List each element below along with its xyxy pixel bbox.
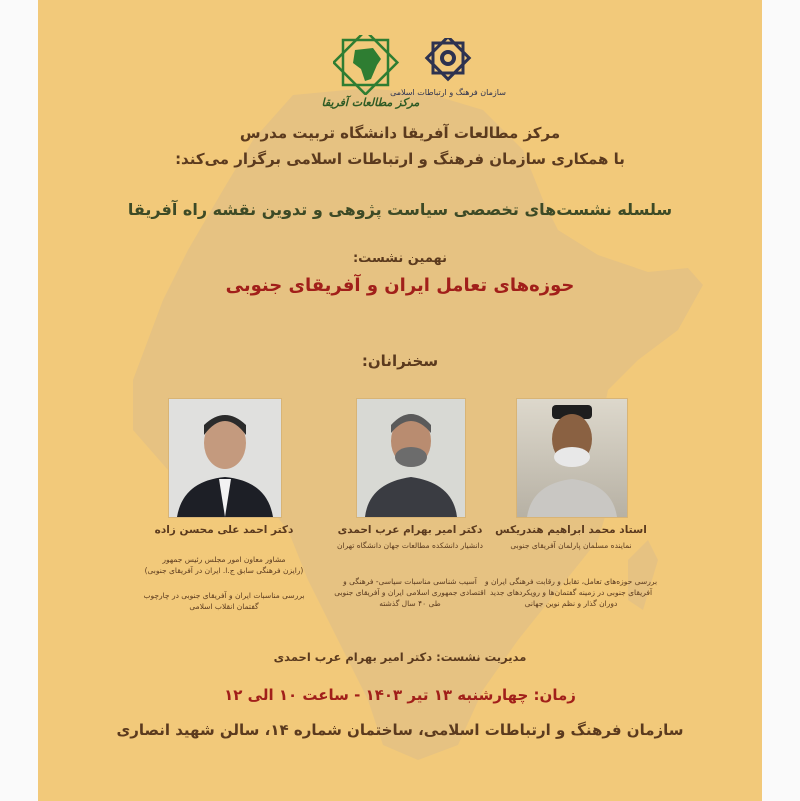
cultural-org-caption: سازمان فرهنگ و ارتباطات اسلامی xyxy=(390,88,506,97)
left-margin xyxy=(0,0,38,801)
speaker-name-arab-ahmadi: دکتر امیر بهرام عرب احمدی xyxy=(337,524,483,536)
speaker-photo-arab-ahmadi xyxy=(356,398,466,518)
session-title: حوزه‌های تعامل ایران و آفریقای جنوبی xyxy=(225,275,575,296)
event-poster xyxy=(38,0,762,801)
right-margin xyxy=(762,0,800,801)
africa-center-logo xyxy=(323,30,418,110)
africa-map-emblem-icon xyxy=(333,35,403,95)
speaker-topic-hendricks-2: آفریقای جنوبی در زمینه گفتمان‌ها و رویکردهای جدید xyxy=(489,588,653,597)
speaker-role-hendricks: نماینده مسلمان پارلمان آفریقای جنوبی xyxy=(510,541,632,550)
cultural-org-logo xyxy=(390,38,506,98)
series-title: سلسله نشست‌های تخصصی سیاست پژوهی و تدوین نقشه راه آفریقا xyxy=(127,200,673,219)
speaker-topic-mohsenzadeh-2: گفتمان انقلاب اسلامی xyxy=(189,602,259,611)
event-place: سازمان فرهنگ و ارتباطات اسلامی، ساختمان شماره ۱۴، سالن شهید انصاری xyxy=(116,721,684,739)
speaker-photo-hendricks xyxy=(516,398,628,518)
person-avatar-icon xyxy=(357,399,465,517)
speakers-label: سخنرانان: xyxy=(361,352,439,370)
event-time: زمان: چهارشنبه ۱۳ تیر ۱۴۰۳ - ساعت ۱۰ الی ۱۲ xyxy=(224,686,576,704)
speaker-topic-arab-ahmadi-1: آسیب شناسی مناسبات سیاسی- فرهنگی و xyxy=(343,577,477,586)
cohost-line: با همکاری سازمان فرهنگ و ارتباطات اسلامی برگزار می‌کند: xyxy=(175,150,625,168)
speaker-topic-hendricks-1: بررسی حوزه‌های تعامل، تقابل و رقابت فرهنگی ایران و xyxy=(484,577,658,586)
host-line: مرکز مطالعات آفریقا دانشگاه تربیت مدرس xyxy=(239,124,561,142)
speaker-role-arab-ahmadi: دانشیار دانشکده مطالعات جهان دانشگاه تهران xyxy=(337,541,483,550)
speaker-topic-hendricks-3: دوران گذار و نظم نوین جهانی xyxy=(524,599,618,608)
africa-center-caption: مرکز مطالعات آفریقا xyxy=(321,96,420,109)
person-avatar-icon xyxy=(169,399,281,517)
speaker-topic-arab-ahmadi-3: طی ۴۰ سال گذشته xyxy=(379,599,441,608)
person-avatar-icon xyxy=(517,399,627,517)
speaker-topic-arab-ahmadi-2: اقتصادی جمهوری اسلامی ایران و آفریقای جنوبی xyxy=(334,588,486,597)
speaker-photo-mohsenzadeh xyxy=(168,398,282,518)
session-number: نهمین نشست: xyxy=(352,251,447,266)
speaker-role-mohsenzadeh-1: مشاور معاون امور مجلس رئیس جمهور xyxy=(162,555,286,564)
speaker-name-hendricks: استاد محمد ابراهیم هندریکس xyxy=(495,524,647,536)
speaker-topic-mohsenzadeh-1: بررسی مناسبات ایران و آفریقای جنوبی در چارچوب xyxy=(143,591,305,600)
moderator-line: مدیریت نشست: دکتر امیر بهرام عرب احمدی xyxy=(273,650,527,664)
speaker-name-mohsenzadeh: دکتر احمد علی محسن زاده xyxy=(154,524,294,536)
octagram-emblem-icon xyxy=(413,38,483,88)
speaker-role-mohsenzadeh-2: (رایزن فرهنگی سابق ج.ا. ایران در آفریقای جنوبی) xyxy=(144,566,304,575)
